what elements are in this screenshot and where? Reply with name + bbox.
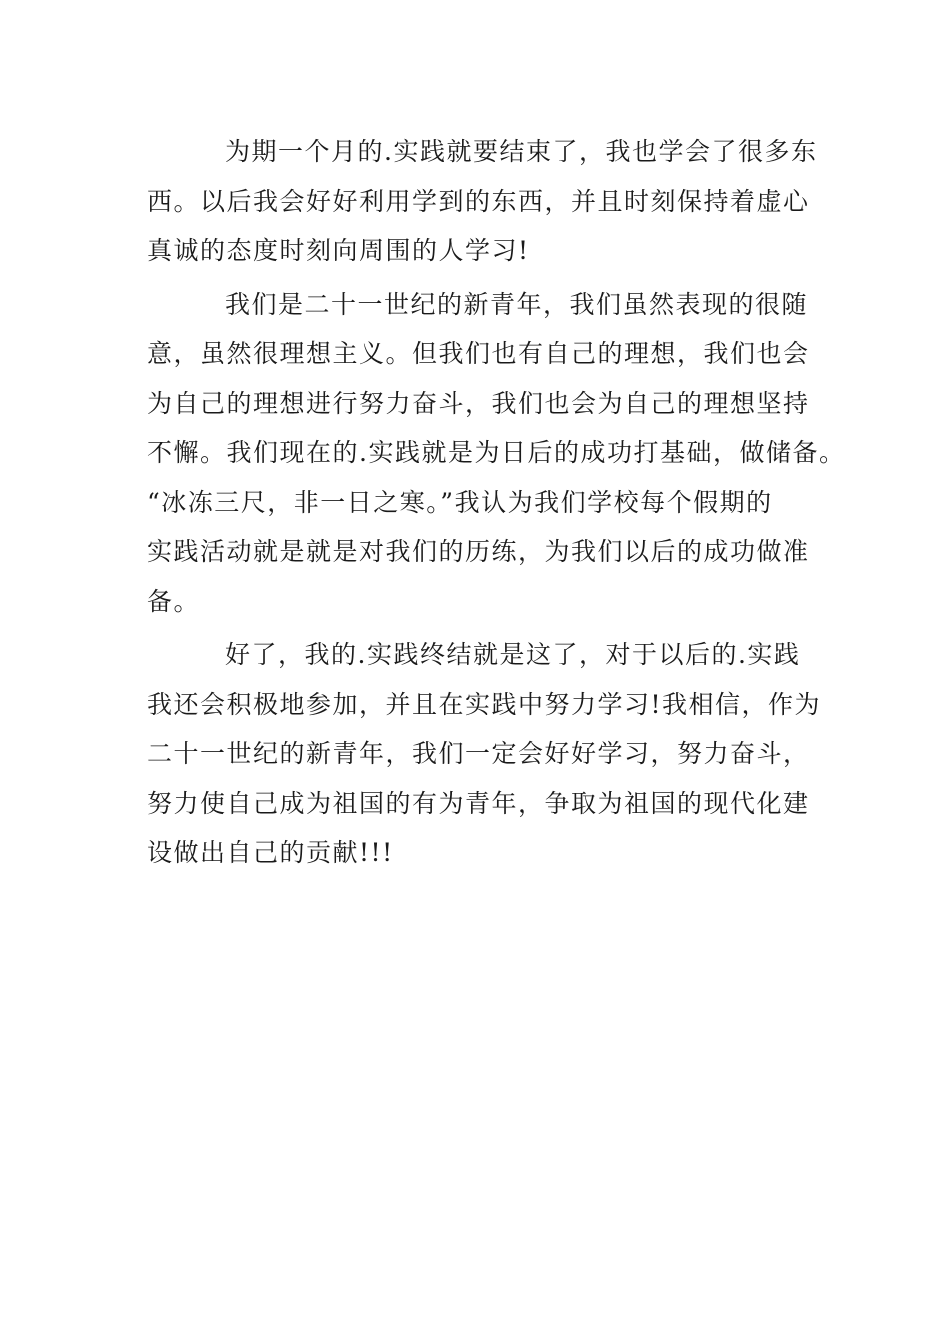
document-body (147, 127, 846, 882)
text-line: 为期一个月的.实践就要结束了，我也学会了很多东 (225, 137, 818, 166)
text-line: 真诚的态度时刻向周围的人学习! (147, 236, 530, 265)
text-line: 我们是二十一世纪的新青年，我们虽然表现的很随 (225, 289, 809, 319)
text-line: “冰冻三尺，非一日之寒。”我认为我们学校每个假期的 (147, 487, 773, 517)
text-line: 不懈。我们现在的.实践就是为日后的成功打基础，做储备。 (147, 438, 846, 467)
text-line: 二十一世纪的新青年，我们一定会好好学习，努力奋斗， (147, 739, 810, 768)
text-line: 我还会积极地参加，并且在实践中努力学习!我相信，作为 (147, 689, 822, 719)
text-line: 努力使自己成为祖国的有为青年，争取为祖国的现代化建 (147, 788, 810, 818)
text-line: 设做出自己的贡献!!! (147, 838, 394, 867)
paragraph (147, 630, 822, 878)
text-line: 西。以后我会好好利用学到的东西，并且时刻保持着虚心 (147, 186, 810, 216)
paragraph (147, 127, 817, 276)
paragraph (147, 280, 846, 627)
text-line: 实践活动就是就是对我们的历练，为我们以后的成功做准 (147, 537, 810, 566)
text-line: 好了，我的.实践终结就是这了，对于以后的.实践 (225, 640, 801, 669)
text-line: 为自己的理想进行努力奋斗，我们也会为自己的理想坚持 (147, 388, 810, 418)
text-line: 备。 (147, 586, 201, 616)
text-line: 意，虽然很理想主义。但我们也有自己的理想，我们也会 (147, 339, 810, 368)
